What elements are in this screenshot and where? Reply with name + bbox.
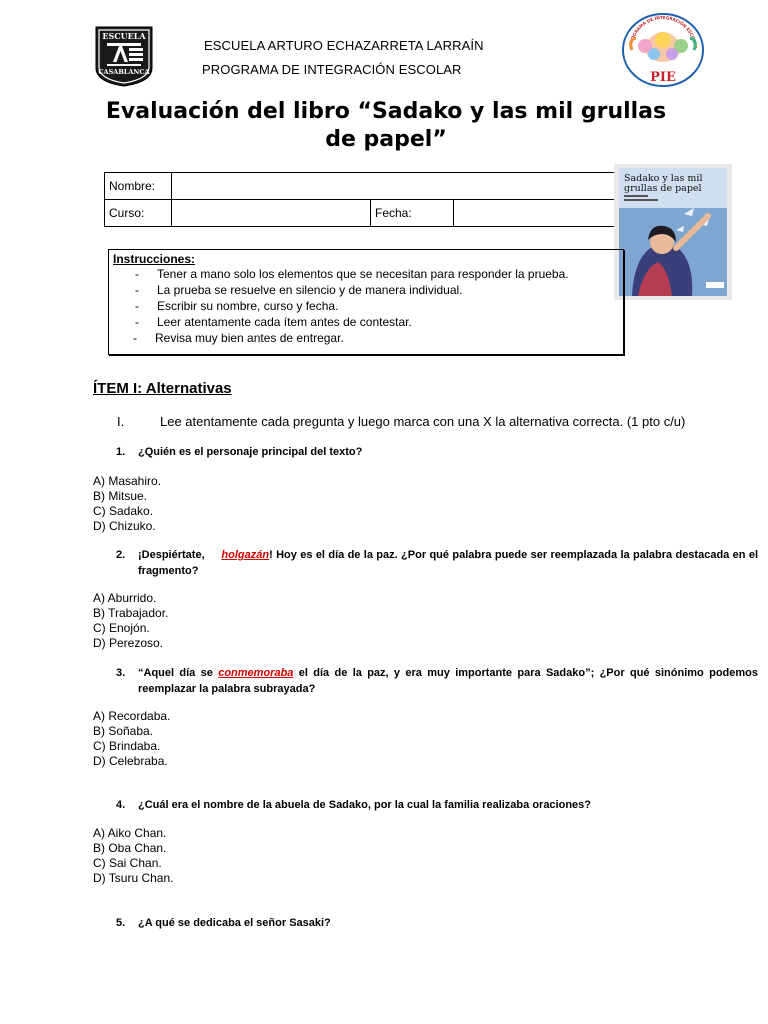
item-title: ÍTEM I: Alternativas [93,380,232,397]
question-2 [116,547,758,579]
pie-logo-text: PIE [650,70,676,85]
question-text-after: ! Hoy es el día de la paz. ¿Por qué palabra puede ser reemplazada la palabra destacada en el fragmento? [138,549,758,577]
instruction-text: Tener a mano solo los elementos que se necesitan para responder la prueba. [157,267,569,281]
question-number: 4. [116,799,126,811]
question-text: ¿Quién es el personaje principal del texto? [138,446,363,458]
question-5 [116,915,758,931]
student-info-table [104,172,686,227]
course-label: Curso: [105,200,172,227]
book-cover-title-line1: Sadako y las mil [624,173,703,184]
option-item[interactable]: B) Soñaba. [93,724,154,738]
highlighted-word: holgazán [221,549,270,561]
option-item[interactable]: D) Celebraba. [93,754,168,768]
school-logo-top-text: ESCUELA [102,31,146,41]
question-number: 2. [116,549,126,561]
options-3 [93,709,170,769]
option-item[interactable]: C) Enojón. [93,621,150,635]
instructions-box: Instrucciones: - Tener a mano solo los elementos que se necesitan para responder la prueba. - La prueba se resuelve en silencio y de manera individual. - Escribir su nombre, curso y fecha. - Leer atentamente cada ítem antes de contestar. - Revisa muy bien antes de entregar. [108,249,624,355]
instruction-text: Revisa muy bien antes de entregar. [155,331,344,345]
school-logo [93,24,155,88]
question-1 [116,444,758,460]
book-cover-title-line2: grullas de papel [624,183,702,194]
options-4 [93,826,173,886]
date-label: Fecha: [371,200,454,227]
question-number: 3. [116,667,126,679]
question-number: 5. [116,917,126,929]
pie-logo-ring-text: PROGRAMA DE INTEGRACIÓN ESCOLAR [628,14,699,50]
question-text [138,547,758,579]
instruction-text: La prueba se resuelve en silencio y de manera individual. [157,283,463,297]
pie-logo [618,10,708,90]
option-item[interactable]: A) Aiko Chan. [93,826,167,840]
instructions-label: Instrucciones: [113,252,196,266]
option-item[interactable]: A) Recordaba. [93,709,171,723]
highlighted-word: conmemoraba [218,667,294,679]
question-text: ¿Cuál era el nombre de la abuela de Sadako, por la cual la familia realizaba oraciones? [138,799,591,811]
name-field[interactable] [172,173,686,200]
option-item[interactable]: A) Aburrido. [93,591,157,605]
option-item[interactable]: C) Sadako. [93,504,154,518]
instruction-text: Escribir su nombre, curso y fecha. [157,299,339,313]
section-instruction: Lee atentamente cada pregunta y luego marca con una X la alternativa correcta. (1 pto c/u) [160,414,686,429]
question-number: 1. [116,446,126,458]
course-field[interactable] [172,200,371,227]
question-text-before: ¡Despiértate, [138,549,205,561]
options-1 [93,474,161,534]
school-logo-bottom-text: CASABLANCA [98,68,150,76]
option-item[interactable]: D) Perezoso. [93,636,164,650]
option-item[interactable]: A) Masahiro. [93,474,162,488]
option-item[interactable]: B) Oba Chan. [93,841,167,855]
question-text [138,665,758,697]
option-item[interactable]: B) Mitsue. [93,489,148,503]
book-cover-image [614,164,732,300]
question-text: ¿A qué se dedicaba el señor Sasaki? [138,917,331,929]
school-name: ESCUELA ARTURO ECHAZARRETA LARRAÍN [204,38,484,53]
option-item[interactable]: B) Trabajador. [93,606,169,620]
program-name: PROGRAMA DE INTEGRACIÓN ESCOLAR [202,62,462,77]
name-label: Nombre: [105,173,172,200]
options-2 [93,591,168,651]
option-item[interactable]: C) Sai Chan. [93,856,162,870]
instruction-text: Leer atentamente cada ítem antes de contestar. [157,315,412,329]
question-text-before: “Aquel día se [138,667,213,679]
section-numeral: I. [117,414,125,429]
question-text-after: el día de la paz, y era muy importante para Sadako”; ¿Por qué sinónimo podemos reemplazar la palabra subrayada? [138,667,759,695]
question-3 [116,665,758,697]
page-title: Evaluación del libro “Sadako y las mil grullas de papel” [105,99,667,152]
question-4 [116,797,758,813]
option-item[interactable]: C) Brindaba. [93,739,161,753]
option-item[interactable]: D) Tsuru Chan. [93,871,174,885]
option-item[interactable]: D) Chizuko. [93,519,156,533]
